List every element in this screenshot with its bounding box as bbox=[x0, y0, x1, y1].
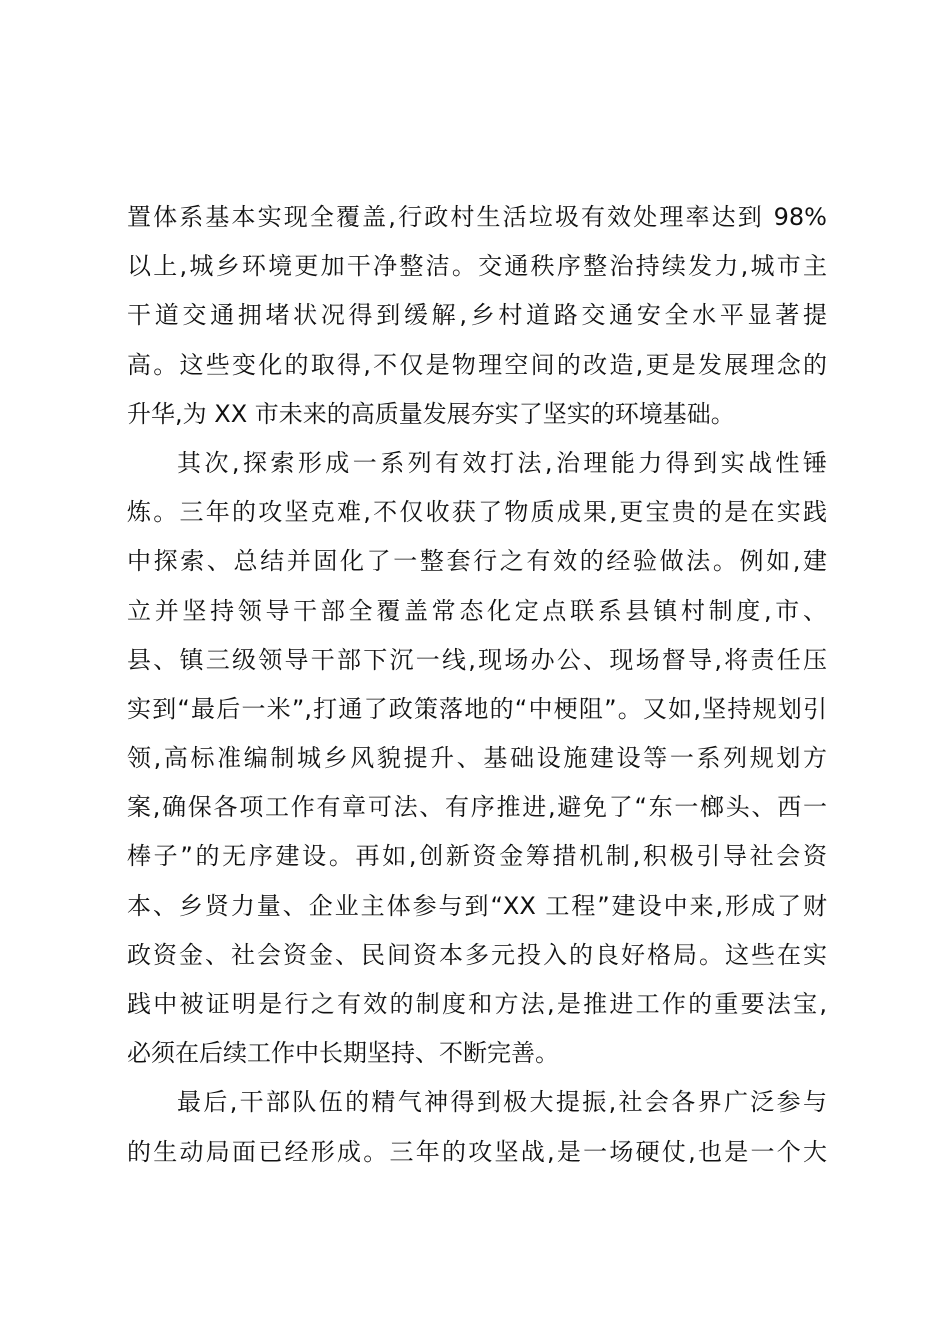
text-line: 中探索、总结并固化了一整套行之有效的经验做法。例如,建 bbox=[127, 547, 827, 576]
text-line: 必须在后续工作中长期坚持、不断完善。 bbox=[127, 1039, 559, 1068]
text-line: 棒子”的无序建设。再如,创新资金筹措机制,积极引导社会资 bbox=[127, 842, 827, 871]
text-line: 实到“最后一米”,打通了政策落地的“中梗阻”。又如,坚持规划引 bbox=[127, 694, 827, 723]
text-line: 其次,探索形成一系列有效打法,治理能力得到实战性锤 bbox=[177, 448, 827, 477]
text-line: 践中被证明是行之有效的制度和方法,是推进工作的重要法宝, bbox=[127, 990, 827, 1018]
text-line: 领,高标准编制城乡风貌提升、基础设施建设等一系列规划方 bbox=[127, 744, 827, 773]
text-line: 以上,城乡环境更加干净整洁。交通秩序整治持续发力,城市主 bbox=[127, 252, 827, 281]
text-line: 炼。三年的攻坚克难,不仅收获了物质成果,更宝贵的是在实践 bbox=[127, 498, 827, 527]
text-line: 高。这些变化的取得,不仅是物理空间的改造,更是发展理念的 bbox=[127, 350, 827, 379]
text-line: 政资金、社会资金、民间资本多元投入的良好格局。这些在实 bbox=[127, 940, 827, 969]
text-line: 置体系基本实现全覆盖,行政村生活垃圾有效处理率达到 98% bbox=[127, 203, 827, 231]
text-line: 干道交通拥堵状况得到缓解,乡村道路交通安全水平显著提 bbox=[127, 301, 827, 330]
body-text bbox=[127, 193, 827, 1177]
text-line: 升华,为 XX 市未来的高质量发展夯实了坚实的环境基础。 bbox=[127, 399, 735, 428]
text-line: 县、镇三级领导干部下沉一线,现场办公、现场督导,将责任压 bbox=[127, 645, 827, 674]
text-line: 立并坚持领导干部全覆盖常态化定点联系县镇村制度,市、 bbox=[127, 596, 827, 625]
text-line: 案,确保各项工作有章可法、有序推进,避免了“东一榔头、西一 bbox=[127, 793, 827, 822]
text-line: 的生动局面已经形成。三年的攻坚战,是一场硬仗,也是一个大 bbox=[127, 1137, 827, 1166]
text-line: 最后,干部队伍的精气神得到极大提振,社会各界广泛参与 bbox=[177, 1088, 827, 1117]
text-line: 本、乡贤力量、企业主体参与到“XX 工程”建设中来,形成了财 bbox=[127, 891, 827, 920]
